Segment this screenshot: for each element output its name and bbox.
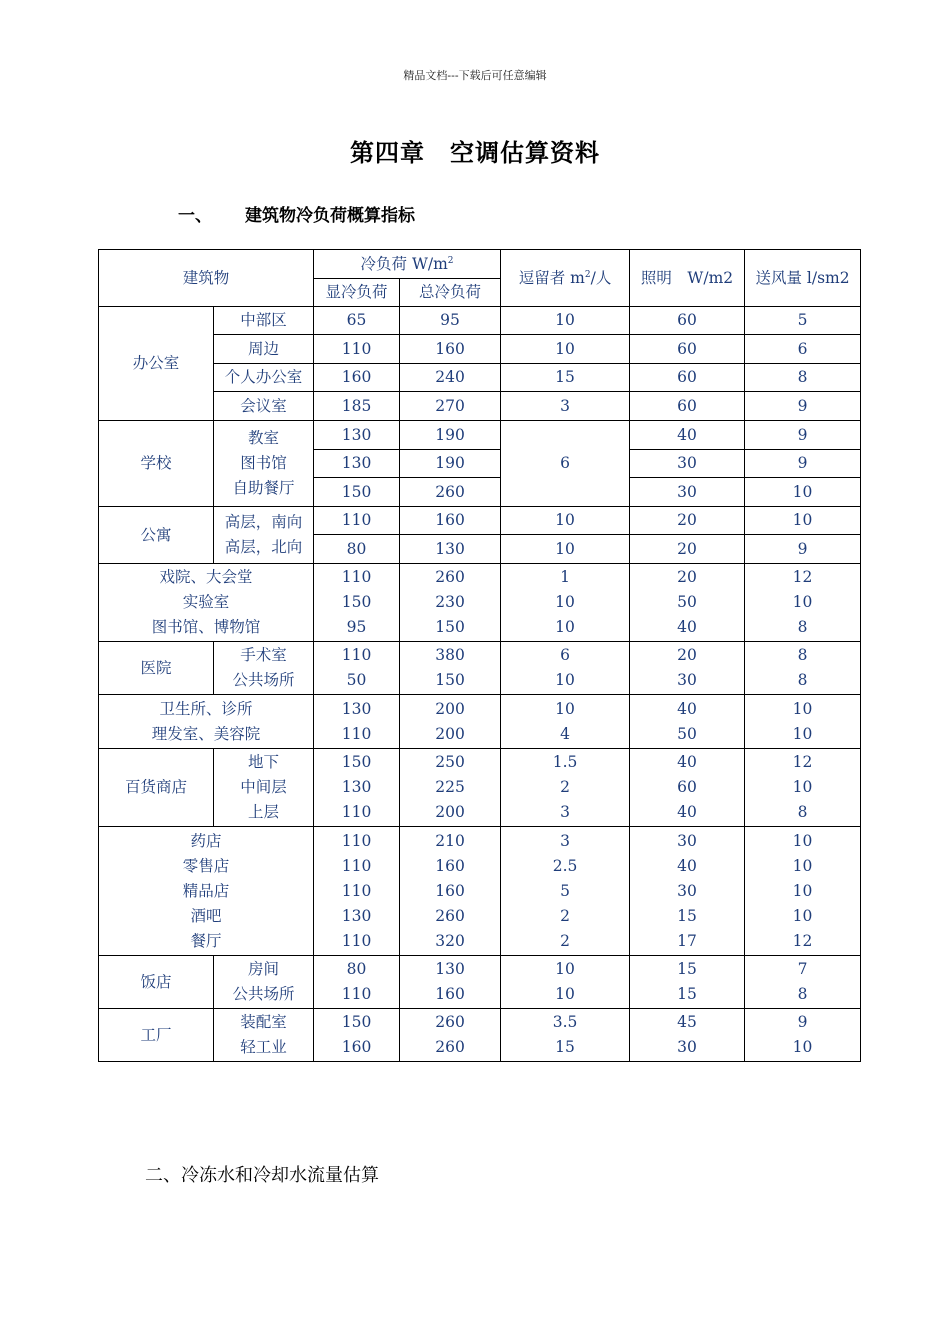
cell-occupancy: 10 — [501, 335, 630, 364]
table-row — [99, 392, 861, 421]
cell-occupancy: 10 — [501, 507, 630, 535]
cell-total: 130 160 — [400, 956, 501, 1009]
category-office: 办公室 — [99, 307, 214, 421]
cell-airflow: 9 — [745, 450, 861, 478]
header-building: 建筑物 — [99, 250, 314, 307]
cell-total: 380 150 — [400, 642, 501, 695]
cell-lighting: 30 — [630, 478, 745, 507]
cell-airflow: 8 8 — [745, 642, 861, 695]
cell-lighting: 20 30 — [630, 642, 745, 695]
cell-total: 200 200 — [400, 695, 501, 749]
header-note: 精品文档---下载后可任意编辑 — [403, 69, 547, 82]
cell-sensible: 110 50 — [314, 642, 400, 695]
cell-airflow: 6 — [745, 335, 861, 364]
cell-sensible: 80 110 — [314, 956, 400, 1009]
cell-airflow: 10 — [745, 478, 861, 507]
cell-total: 260 230 150 — [400, 564, 501, 642]
cell-occupancy: 1.5 2 3 — [501, 749, 630, 827]
cell-airflow: 8 — [745, 364, 861, 392]
category: 戏院、大会堂 — [159, 568, 253, 586]
header-total: 总冷负荷 — [400, 279, 501, 307]
subcategory: 教室 — [248, 429, 280, 447]
cell-occupancy: 3.5 15 — [501, 1009, 630, 1062]
subcategory: 高层，北向 — [224, 538, 303, 556]
subcategory-list — [214, 421, 314, 507]
subcategory: 高层，南向 — [224, 513, 303, 531]
cell-lighting: 60 — [630, 392, 745, 421]
table-row — [99, 695, 861, 749]
category-list: 卫生所、诊所 理发室、美容院 — [99, 695, 314, 749]
cell-total: 210 160 160 260 320 — [400, 827, 501, 956]
cell-occupancy: 1 10 10 — [501, 564, 630, 642]
cell-lighting: 40 50 — [630, 695, 745, 749]
cell-total: 270 — [400, 392, 501, 421]
cell-lighting: 30 — [630, 450, 745, 478]
subcategory-list: 手术室 公共场所 — [214, 642, 314, 695]
category-dept-store: 百货商店 — [99, 749, 214, 827]
cell-lighting: 20 50 40 — [630, 564, 745, 642]
header-occupancy: 逗留者 $m^2/$人 — [501, 250, 630, 307]
cell-lighting: 60 — [630, 307, 745, 335]
cell-total: 95 — [400, 307, 501, 335]
category: 图书馆、博物馆 — [151, 618, 261, 636]
subcategory: 会议室 — [214, 392, 314, 421]
cell-lighting: 15 15 — [630, 956, 745, 1009]
header-lighting: 照明 W/m2 — [630, 250, 745, 307]
section-number: 一、 — [178, 206, 212, 226]
table-row — [99, 749, 861, 827]
cell-sensible: 130 — [314, 450, 400, 478]
cell-total: 130 — [400, 535, 501, 564]
page-title: 第四章 空调估算资料 — [350, 138, 600, 167]
cell-airflow: 9 — [745, 421, 861, 450]
cell-airflow: 9 — [745, 535, 861, 564]
subcategory: 中部区 — [214, 307, 314, 335]
subcategory: 图书馆 — [240, 454, 287, 472]
table-row — [99, 364, 861, 392]
cell-sensible: 110 — [314, 507, 400, 535]
cell-sensible: 150 — [314, 478, 400, 507]
cell-airflow: 9 — [745, 392, 861, 421]
cell-total: 190 — [400, 450, 501, 478]
cell-sensible: 160 — [314, 364, 400, 392]
cell-lighting: 60 — [630, 364, 745, 392]
cell-lighting: 40 60 40 — [630, 749, 745, 827]
subcategory: 个人办公室 — [214, 364, 314, 392]
category-hotel: 饭店 — [99, 956, 214, 1009]
table-row — [99, 956, 861, 1009]
cell-lighting: 45 30 — [630, 1009, 745, 1062]
cell-occupancy: 3 2.5 5 2 2 — [501, 827, 630, 956]
cell-occupancy: 6 10 — [501, 642, 630, 695]
cell-lighting: 40 — [630, 421, 745, 450]
category-list: 药店 零售店 精品店 酒吧 餐厅 — [99, 827, 314, 956]
cell-airflow: 9 10 — [745, 1009, 861, 1062]
table-row — [99, 421, 861, 450]
table-row — [99, 307, 861, 335]
cell-sensible: 80 — [314, 535, 400, 564]
cell-occupancy: 6 — [501, 421, 630, 507]
subcategory-list: 房间 公共场所 — [214, 956, 314, 1009]
cell-total: 260 260 — [400, 1009, 501, 1062]
cell-total: 160 — [400, 335, 501, 364]
cell-occupancy: 15 — [501, 364, 630, 392]
cell-sensible: 185 — [314, 392, 400, 421]
cell-airflow: 10 — [745, 507, 861, 535]
cell-total: 160 — [400, 507, 501, 535]
header-airflow: 送风量 l/sm2 — [745, 250, 861, 307]
cell-total: 190 — [400, 421, 501, 450]
cell-airflow: 5 — [745, 307, 861, 335]
cell-sensible: 65 — [314, 307, 400, 335]
subcategory: 周边 — [214, 335, 314, 364]
category-factory: 工厂 — [99, 1009, 214, 1062]
cell-lighting: 60 — [630, 335, 745, 364]
cell-occupancy: 3 — [501, 392, 630, 421]
cell-occupancy: 10 — [501, 535, 630, 564]
subcategory-list: 装配室 轻工业 — [214, 1009, 314, 1062]
category: 实验室 — [182, 593, 230, 611]
category-hospital: 医院 — [99, 642, 214, 695]
subcategory: 自助餐厅 — [232, 479, 295, 497]
cell-airflow: 12 10 8 — [745, 749, 861, 827]
cell-lighting: 20 — [630, 535, 745, 564]
table-row — [99, 564, 861, 642]
subcategory-list: 地下 中间层 上层 — [214, 749, 314, 827]
section-heading-1 — [178, 201, 415, 226]
cell-total: 240 — [400, 364, 501, 392]
cell-sensible: 130 — [314, 421, 400, 450]
cell-sensible: 110 150 95 — [314, 564, 400, 642]
subcategory-list — [214, 507, 314, 564]
cell-sensible: 150 130 110 — [314, 749, 400, 827]
cell-sensible: 110 — [314, 335, 400, 364]
cell-airflow: 12 10 8 — [745, 564, 861, 642]
cell-occupancy: 10 10 — [501, 956, 630, 1009]
cell-occupancy: 10 4 — [501, 695, 630, 749]
cell-total: 260 — [400, 478, 501, 507]
cell-total: 250 225 200 — [400, 749, 501, 827]
header-sensible: 显冷负荷 — [314, 279, 400, 307]
table-row — [99, 335, 861, 364]
cell-sensible: 130 110 — [314, 695, 400, 749]
cell-lighting: 20 — [630, 507, 745, 535]
category-list — [99, 564, 314, 642]
header-cooling-load: 冷负荷 $W/m^2$ — [314, 250, 501, 279]
cell-occupancy: 10 — [501, 307, 630, 335]
cell-airflow: 7 8 — [745, 956, 861, 1009]
cell-airflow: 10 10 10 10 12 — [745, 827, 861, 956]
section-heading-2: 二、冷冻水和冷却水流量估算 — [145, 1165, 379, 1186]
cell-airflow: 10 10 — [745, 695, 861, 749]
table-row — [99, 1009, 861, 1062]
cell-sensible: 110 110 110 130 110 — [314, 827, 400, 956]
cooling-load-table — [98, 249, 861, 1062]
table-row — [99, 507, 861, 535]
section-text: 建筑物冷负荷概算指标 — [245, 206, 415, 226]
cell-lighting: 30 40 30 15 17 — [630, 827, 745, 956]
table-row — [99, 642, 861, 695]
cell-sensible: 150 160 — [314, 1009, 400, 1062]
table-row — [99, 827, 861, 956]
category-apartment: 公寓 — [99, 507, 214, 564]
category-school: 学校 — [99, 421, 214, 507]
